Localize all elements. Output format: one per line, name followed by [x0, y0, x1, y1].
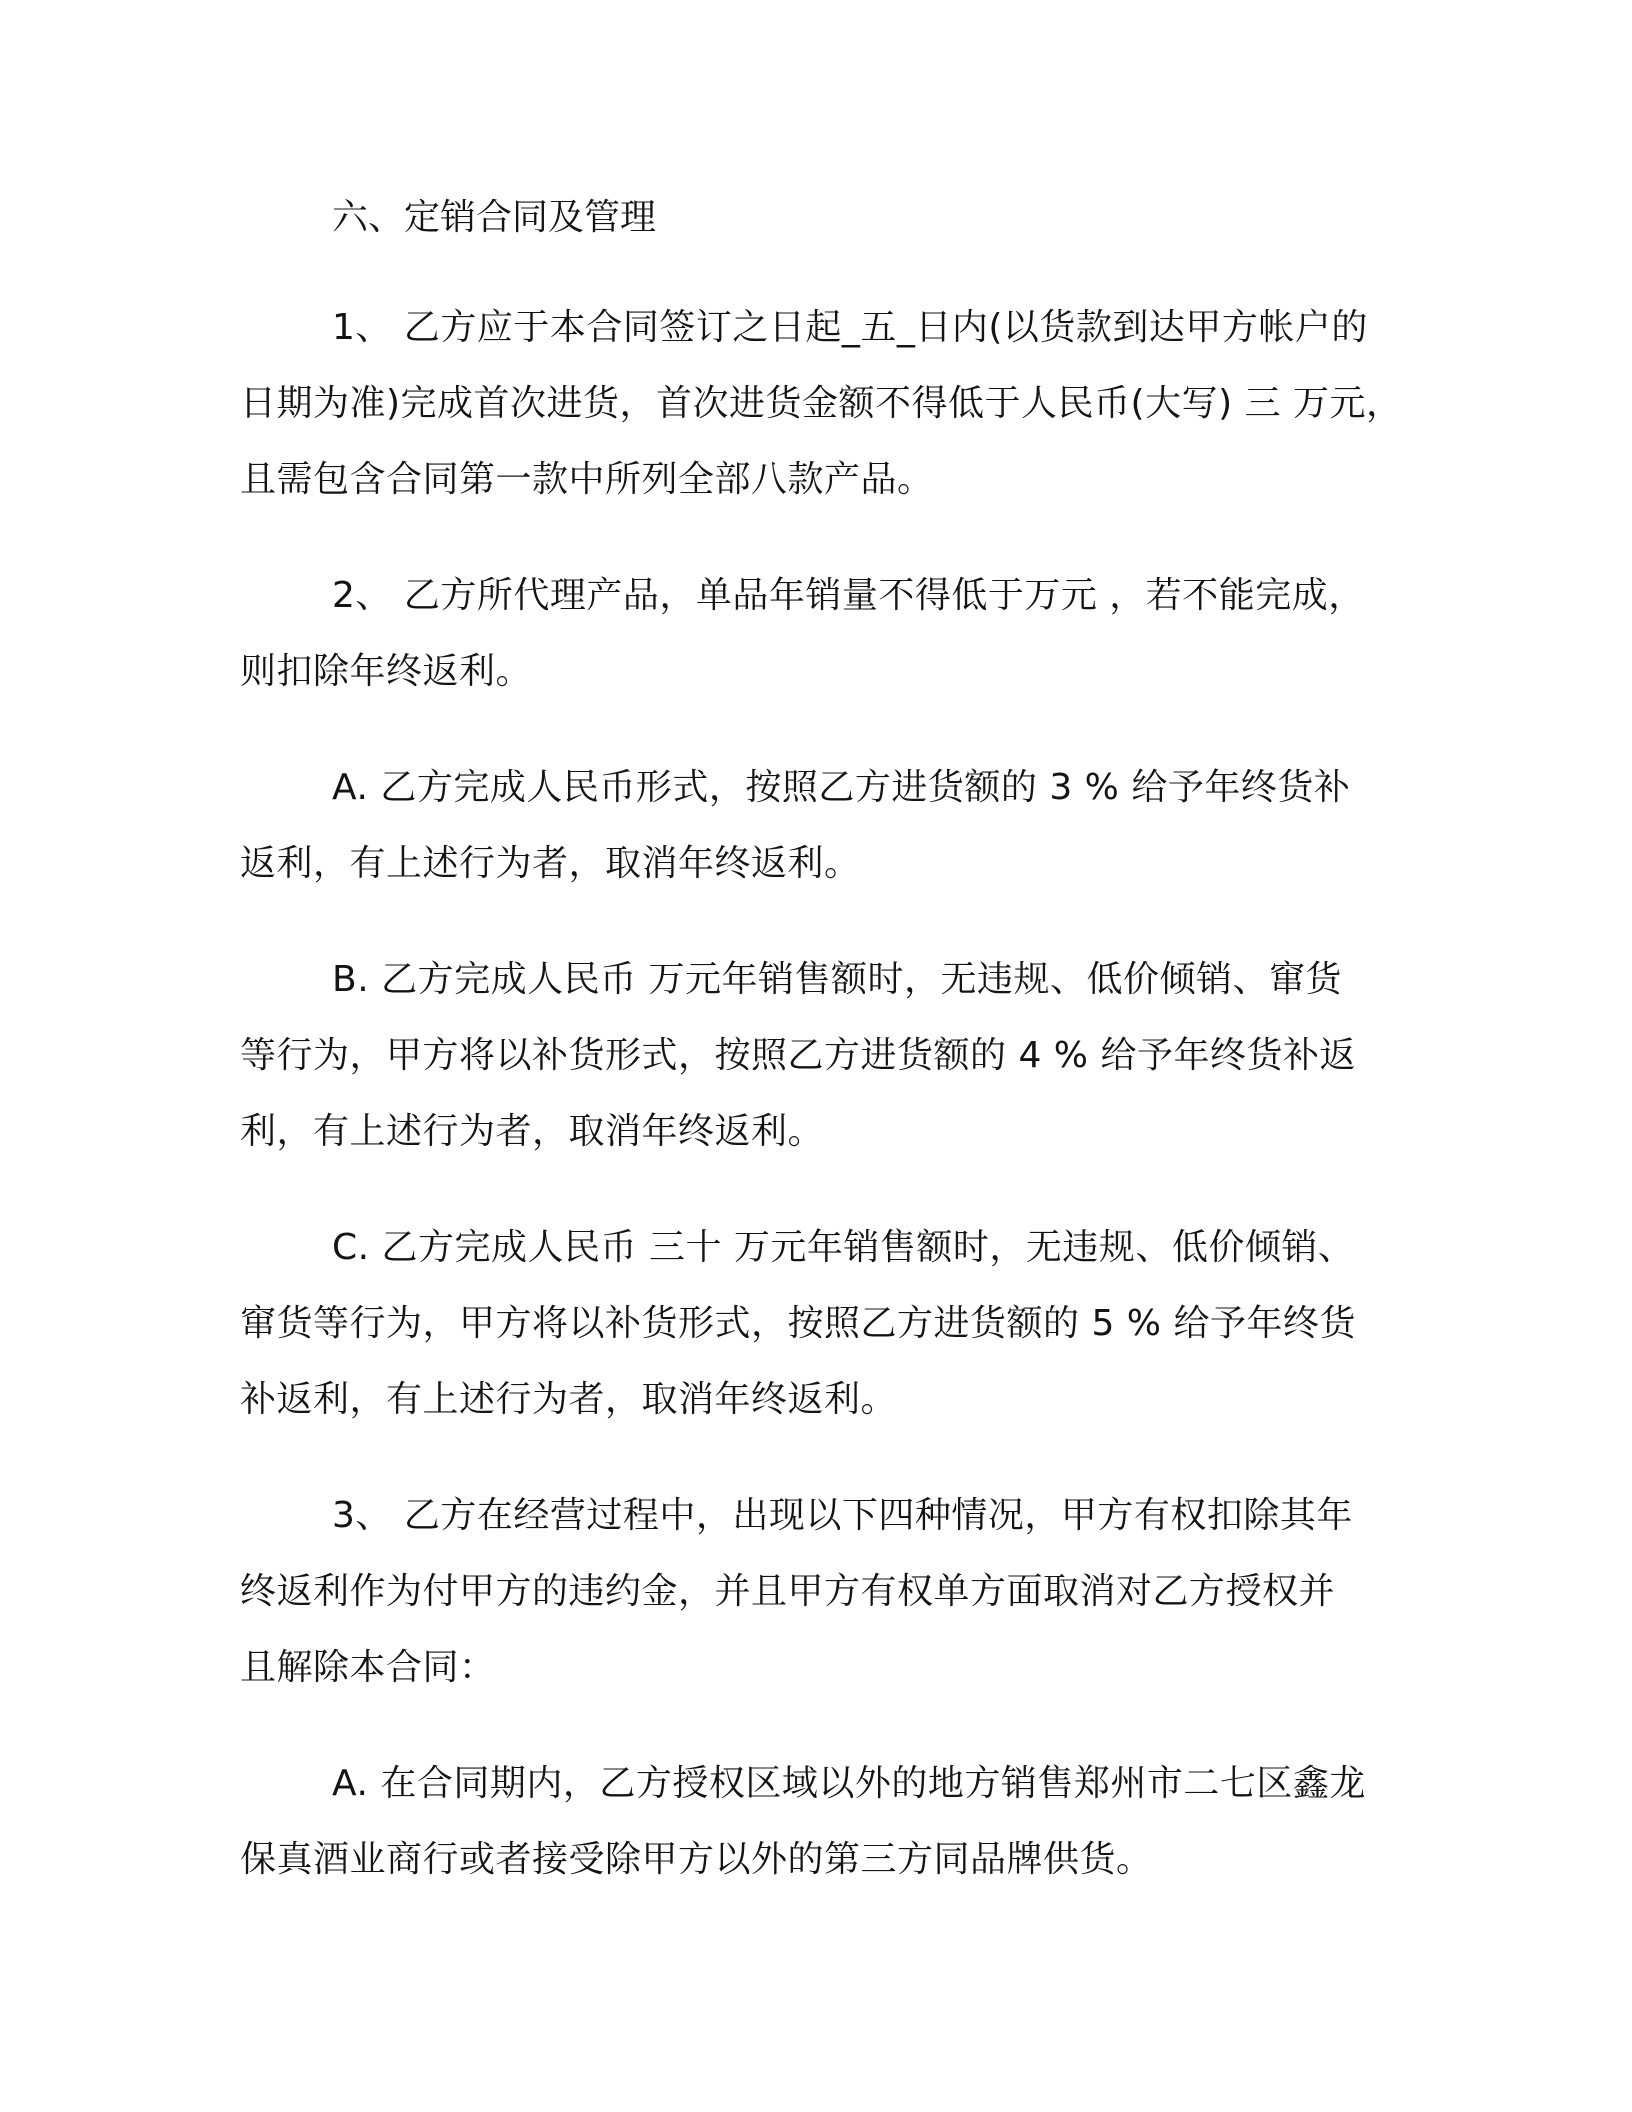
- clause-2-b-line-3: 利，有上述行为者，取消年终返利。: [240, 1111, 825, 1152]
- clause-2-c-line-3: 补返利，有上述行为者，取消年终返利。: [240, 1379, 898, 1420]
- clause-2-a: [240, 750, 1400, 902]
- document-page: [240, 186, 1403, 1938]
- clause-2-b-line-2: 等行为，甲方将以补货形式，按照乙方进货额的 4 % 给予年终货补返: [240, 1035, 1356, 1076]
- clause-3-a: [240, 1746, 1400, 1898]
- clause-1-line-3: 且需包含合同第一款中所列全部八款产品。: [240, 459, 934, 500]
- clause-3-line-1: 3、 乙方在经营过程中，出现以下四种情况，甲方有权扣除其年: [332, 1495, 1353, 1536]
- clause-2: [240, 558, 1400, 710]
- clause-2-c: [240, 1210, 1400, 1438]
- clause-2-c-line-1: C. 乙方完成人民币 三十 万元年销售额时，无违规、低价倾销、: [332, 1227, 1355, 1268]
- clause-3-line-2: 终返利作为付甲方的违约金，并且甲方有权单方面取消对乙方授权并: [240, 1571, 1336, 1612]
- clause-1-line-2: 日期为准)完成首次进货，首次进货金额不得低于人民币(大写) 三 万元，: [240, 383, 1403, 424]
- section-heading: 六、定销合同及管理: [332, 197, 657, 238]
- clause-1: [240, 290, 1403, 518]
- clause-3-a-line-2: 保真酒业商行或者接受除甲方以外的第三方同品牌供货。: [240, 1839, 1153, 1880]
- clause-2-b-line-1: B. 乙方完成人民币 万元年销售额时，无违规、低价倾销、窜货: [332, 959, 1343, 1000]
- clause-2-line-2: 则扣除年终返利。: [240, 651, 533, 692]
- clause-2-a-line-1: A. 乙方完成人民币形式，按照乙方进货额的 3 % 给予年终货补: [332, 767, 1351, 808]
- clause-2-b: [240, 942, 1400, 1170]
- clause-3-line-3: 且解除本合同：: [240, 1647, 496, 1688]
- clause-3: [240, 1478, 1400, 1706]
- clause-3-a-line-1: A. 在合同期内，乙方授权区域以外的地方销售郑州市二七区鑫龙: [332, 1763, 1366, 1804]
- clause-2-a-line-2: 返利，有上述行为者，取消年终返利。: [240, 843, 861, 884]
- clause-2-line-1: 2、 乙方所代理产品，单品年销量不得低于万元 ，若不能完成，: [332, 575, 1365, 616]
- clause-2-c-line-2: 窜货等行为，甲方将以补货形式，按照乙方进货额的 5 % 给予年终货: [240, 1303, 1356, 1344]
- clause-1-line-1: 1、 乙方应于本合同签订之日起_五_日内(以货款到达甲方帐户的: [332, 307, 1368, 348]
